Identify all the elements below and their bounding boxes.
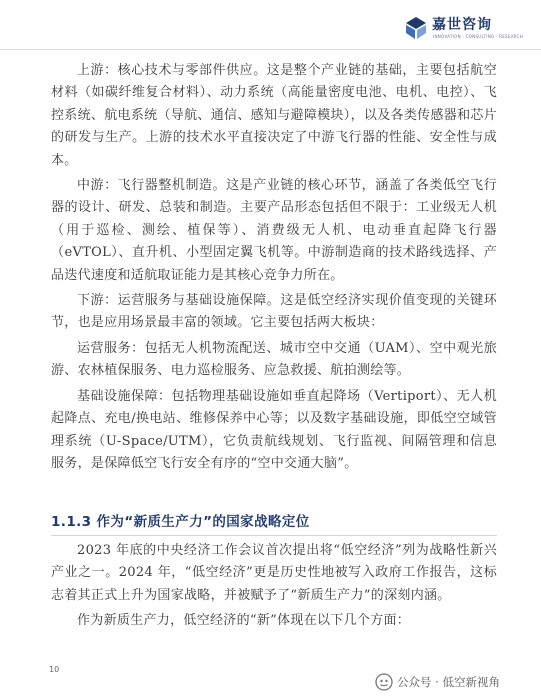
brand-mark-icon <box>404 16 428 40</box>
paragraph-new-productivity: 作为新质生产力，低空经济的“新”体现在以下几个方面： <box>77 613 411 629</box>
header-divider <box>0 49 541 50</box>
wechat-official-account-icon <box>375 673 393 691</box>
paragraph-strategy: 2023 年底的中央经济工作会议首次提出将“低空经济”列为战略性新兴产业之一。2024 年，“低空经济”更是历史性地被写入政府工作报告，这标志着其正式上升为国家战略，并被赋予了“新质生产力”的深刻内涵。 <box>51 543 497 603</box>
paragraph-operation-services: 运营服务：包括无人机物流配送、城市空中交通（UAM）、空中观光旅游、农林植保服务、电力巡检服务、应急救援、航拍测绘等。 <box>51 340 497 379</box>
section-body <box>51 540 497 636</box>
body-text <box>51 60 497 478</box>
paragraph-infrastructure: 基础设施保障：包括物理基础设施如垂直起降场（Vertiport）、无人机起降点、充电/换电站、维修保养中心等；以及数字基础设施，即低空空域管理系统（U-Space/UTM），它负责航线规划、飞行监视、间隔管理和信息服务，是保障低空飞行安全有序的“空中交通大脑”。 <box>51 388 497 471</box>
paragraph-upstream: 上游：核心技术与零部件供应。这是整个产业链的基础，主要包括航空材料（如碳纤维复合材料）、动力系统（高能量密度电池、电机、电控）、飞控系统、航电系统（导航、通信、感知与避障模块），以及各类传感器和芯片的研发与生产。上游的技术水平直接决定了中游飞行器的性能、安全性与成本。 <box>51 63 497 168</box>
wechat-watermark <box>375 672 535 692</box>
section-heading-rule <box>51 535 497 536</box>
watermark-text: 公众号 · 低空新视角 <box>397 675 500 689</box>
brand-name: 嘉世咨询 <box>432 17 492 33</box>
paragraph-midstream: 中游：飞行器整机制造。这是产业链的核心环节，涵盖了各类低空飞行器的设计、研发、总装和制造。主要产品形态包括但不限于：工业级无人机（用于巡检、测绘、植保等）、消费级无人机、电动垂直起降飞行器（eVTOL）、直升机、小型固定翼飞机等。中游制造商的技术路线选择、产品迭代速度和适航取证能力是其核心竞争力所在。 <box>51 178 497 283</box>
paragraph-downstream: 下游：运营服务与基础设施保障。这是低空经济实现价值变现的关键环节，也是应用场景最丰富的领域。它主要包括两大板块： <box>51 293 497 331</box>
section-heading: 1.1.3 作为“新质生产力”的国家战略定位 <box>51 514 310 530</box>
brand-logo <box>404 14 524 44</box>
brand-tagline: INNOVATION · CONSULTING · RESEARCH <box>433 34 524 39</box>
page-number: 10 <box>49 665 60 674</box>
